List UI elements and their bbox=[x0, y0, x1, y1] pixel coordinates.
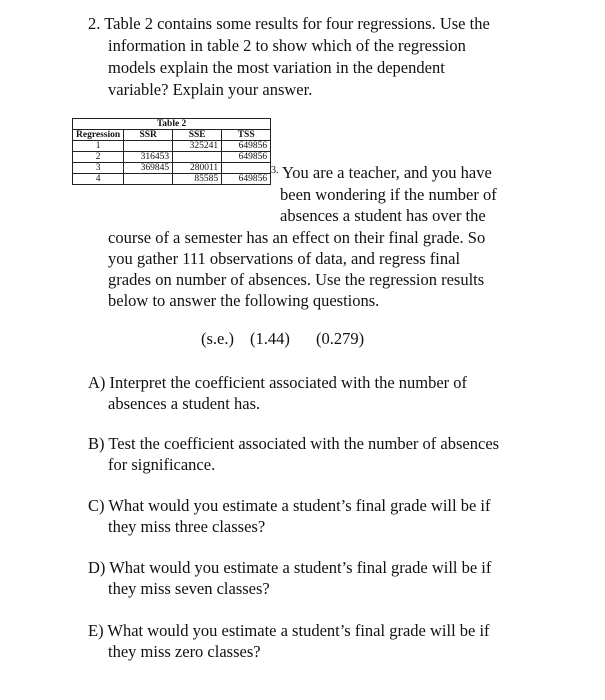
table-cell: 649856 bbox=[222, 141, 271, 152]
q3-wrap-line-2: been wondering if the number of bbox=[280, 185, 497, 204]
q2-line-2: information in table 2 to show which of the regression bbox=[108, 36, 466, 55]
se-value-2: (0.279) bbox=[316, 329, 365, 348]
q3-line-1: course of a semester has an effect on their final grade. So bbox=[108, 228, 486, 247]
table-cell: 649856 bbox=[222, 174, 271, 185]
table-cell bbox=[124, 174, 173, 185]
table-cell: 2 bbox=[73, 152, 124, 163]
part-b-line-2: for significance. bbox=[108, 455, 216, 474]
q3-marker: 3. bbox=[271, 165, 279, 176]
table-cell: 325241 bbox=[173, 141, 222, 152]
q3-line-2: you gather 111 observations of data, and regress final bbox=[108, 249, 461, 268]
table-header: SSE bbox=[173, 130, 222, 141]
part-d-line-1: D) What would you estimate a student’s final grade will be if bbox=[88, 558, 492, 577]
q2-line-1: 2. Table 2 contains some results for four regressions. Use the bbox=[88, 14, 490, 33]
q2-line-3: models explain the most variation in the dependent bbox=[108, 58, 445, 77]
table-cell: 4 bbox=[73, 174, 124, 185]
table-cell: 649856 bbox=[222, 152, 271, 163]
table-row bbox=[73, 152, 271, 163]
table-2 bbox=[72, 118, 271, 185]
part-c-line-2: they miss three classes? bbox=[108, 517, 266, 536]
table-row bbox=[73, 141, 271, 152]
table-cell: 316453 bbox=[124, 152, 173, 163]
table-cell: 369845 bbox=[124, 163, 173, 174]
part-b-line-1: B) Test the coefficient associated with the number of absences bbox=[88, 434, 500, 453]
se-label: (s.e.) bbox=[201, 329, 234, 348]
part-d-line-2: they miss seven classes? bbox=[108, 579, 270, 598]
table-row bbox=[73, 163, 271, 174]
table-cell bbox=[124, 141, 173, 152]
part-a-line-1: A) Interpret the coefficient associated with the number of bbox=[88, 373, 468, 392]
table-cell: 1 bbox=[73, 141, 124, 152]
part-e-line-1: E) What would you estimate a student’s final grade will be if bbox=[88, 621, 490, 640]
q3-line-4: below to answer the following questions. bbox=[108, 291, 380, 310]
part-a-line-2: absences a student has. bbox=[108, 394, 261, 413]
part-c-line-1: C) What would you estimate a student’s final grade will be if bbox=[88, 496, 491, 515]
se-value-1: (1.44) bbox=[250, 329, 290, 348]
q3-wrap-line-3: absences a student has over the bbox=[280, 206, 486, 225]
q3-line-3: grades on number of absences. Use the regression results bbox=[108, 270, 485, 289]
table-header: SSR bbox=[124, 130, 173, 141]
q2-line-4: variable? Explain your answer. bbox=[108, 80, 313, 99]
table-cell: 3 bbox=[73, 163, 124, 174]
table-header: Regression bbox=[73, 130, 124, 141]
part-e-line-2: they miss zero classes? bbox=[108, 642, 261, 661]
table-cell bbox=[222, 163, 271, 174]
q3-wrap-line-1: You are a teacher, and you have bbox=[282, 163, 492, 182]
table-row bbox=[73, 174, 271, 185]
table-header: TSS bbox=[222, 130, 271, 141]
table-cell: 85585 bbox=[173, 174, 222, 185]
table-cell: 280011 bbox=[173, 163, 222, 174]
table-cell bbox=[173, 152, 222, 163]
table-caption: Table 2 bbox=[73, 119, 271, 130]
